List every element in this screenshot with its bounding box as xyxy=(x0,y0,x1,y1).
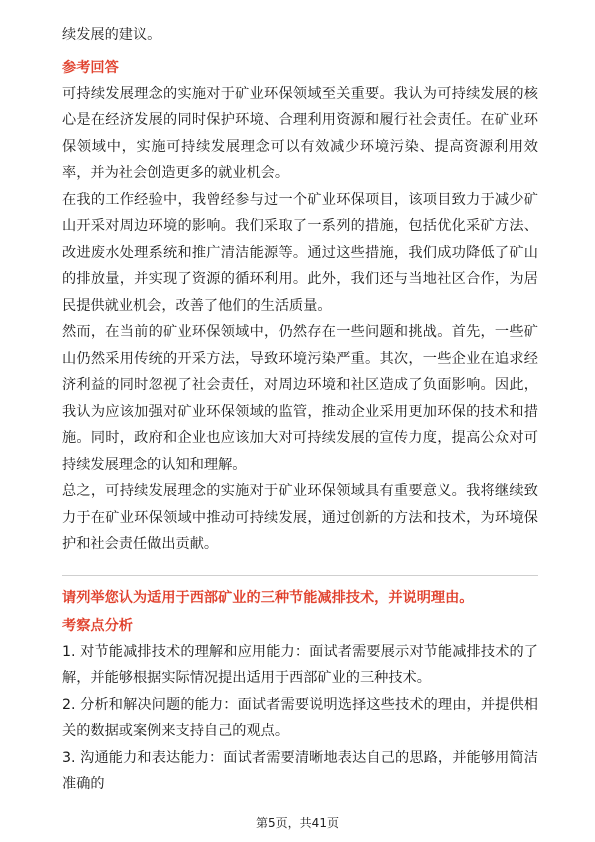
page-content xyxy=(62,22,538,798)
answer-heading: 参考回答 xyxy=(62,59,119,76)
answer-paragraph: 总之，可持续发展理念的实施对于矿业环保领域具有重要意义。我将继续致力于在矿业环保领域中推动可持续发展，通过创新的方法和技术，为环境保护和社会责任做出贡献。 xyxy=(62,483,538,552)
analysis-heading: 考察点分析 xyxy=(62,617,133,634)
answer-paragraph: 可持续发展理念的实施对于矿业环保领域至关重要。我认为可持续发展的核心是在经济发展的同时保护环境、合理利用资源和履行社会责任。在矿业环保领域中，实施可持续发展理念可以有效减少环境污染、提高资源利用效率，并为社会创造更多的就业机会。 xyxy=(62,85,538,181)
top-continuation-text: 续发展的建议。 xyxy=(62,27,162,43)
analysis-item: 1. 对节能减排技术的理解和应用能力：面试者需要展示对节能减排技术的了解，并能够根据实际情况提出适用于西部矿业的三种技术。 xyxy=(62,643,538,686)
question-heading: 请列举您认为适用于西部矿业的三种节能减排技术，并说明理由。 xyxy=(62,589,474,606)
answer-paragraph: 然而，在当前的矿业环保领域中，仍然存在一些问题和挑战。首先，一些矿山仍然采用传统的开采方法，导致环境污染严重。其次，一些企业在追求经济利益的同时忽视了社会责任，对周边环境和社区造成了负面影响。因此，我认为应该加强对矿业环保领域的监管，推动企业采用更加环保的技术和措施。同时，政府和企业也应该加大对可持续发展的宣传力度，提高公众对可持续发展理念的认知和理解。 xyxy=(62,324,538,473)
section-divider xyxy=(62,575,538,576)
page-footer: 第5页，共41页 xyxy=(256,816,339,830)
analysis-item: 2. 分析和解决问题的能力：面试者需要说明选择这些技术的理由，并提供相关的数据或案例来支持自己的观点。 xyxy=(62,696,538,739)
answer-paragraph: 在我的工作经验中，我曾经参与过一个矿业环保项目，该项目致力于减少矿山开采对周边环境的影响。我们采取了一系列的措施，包括优化采矿方法、改进废水处理系统和推广清洁能源等。通过这些措施，我们成功降低了矿山的排放量，并实现了资源的循环利用。此外，我们还与当地社区合作，为居民提供就业机会，改善了他们的生活质量。 xyxy=(62,191,538,314)
analysis-item: 3. 沟通能力和表达能力：面试者需要清晰地表达自己的思路，并能够用简洁准确的 xyxy=(62,749,538,792)
